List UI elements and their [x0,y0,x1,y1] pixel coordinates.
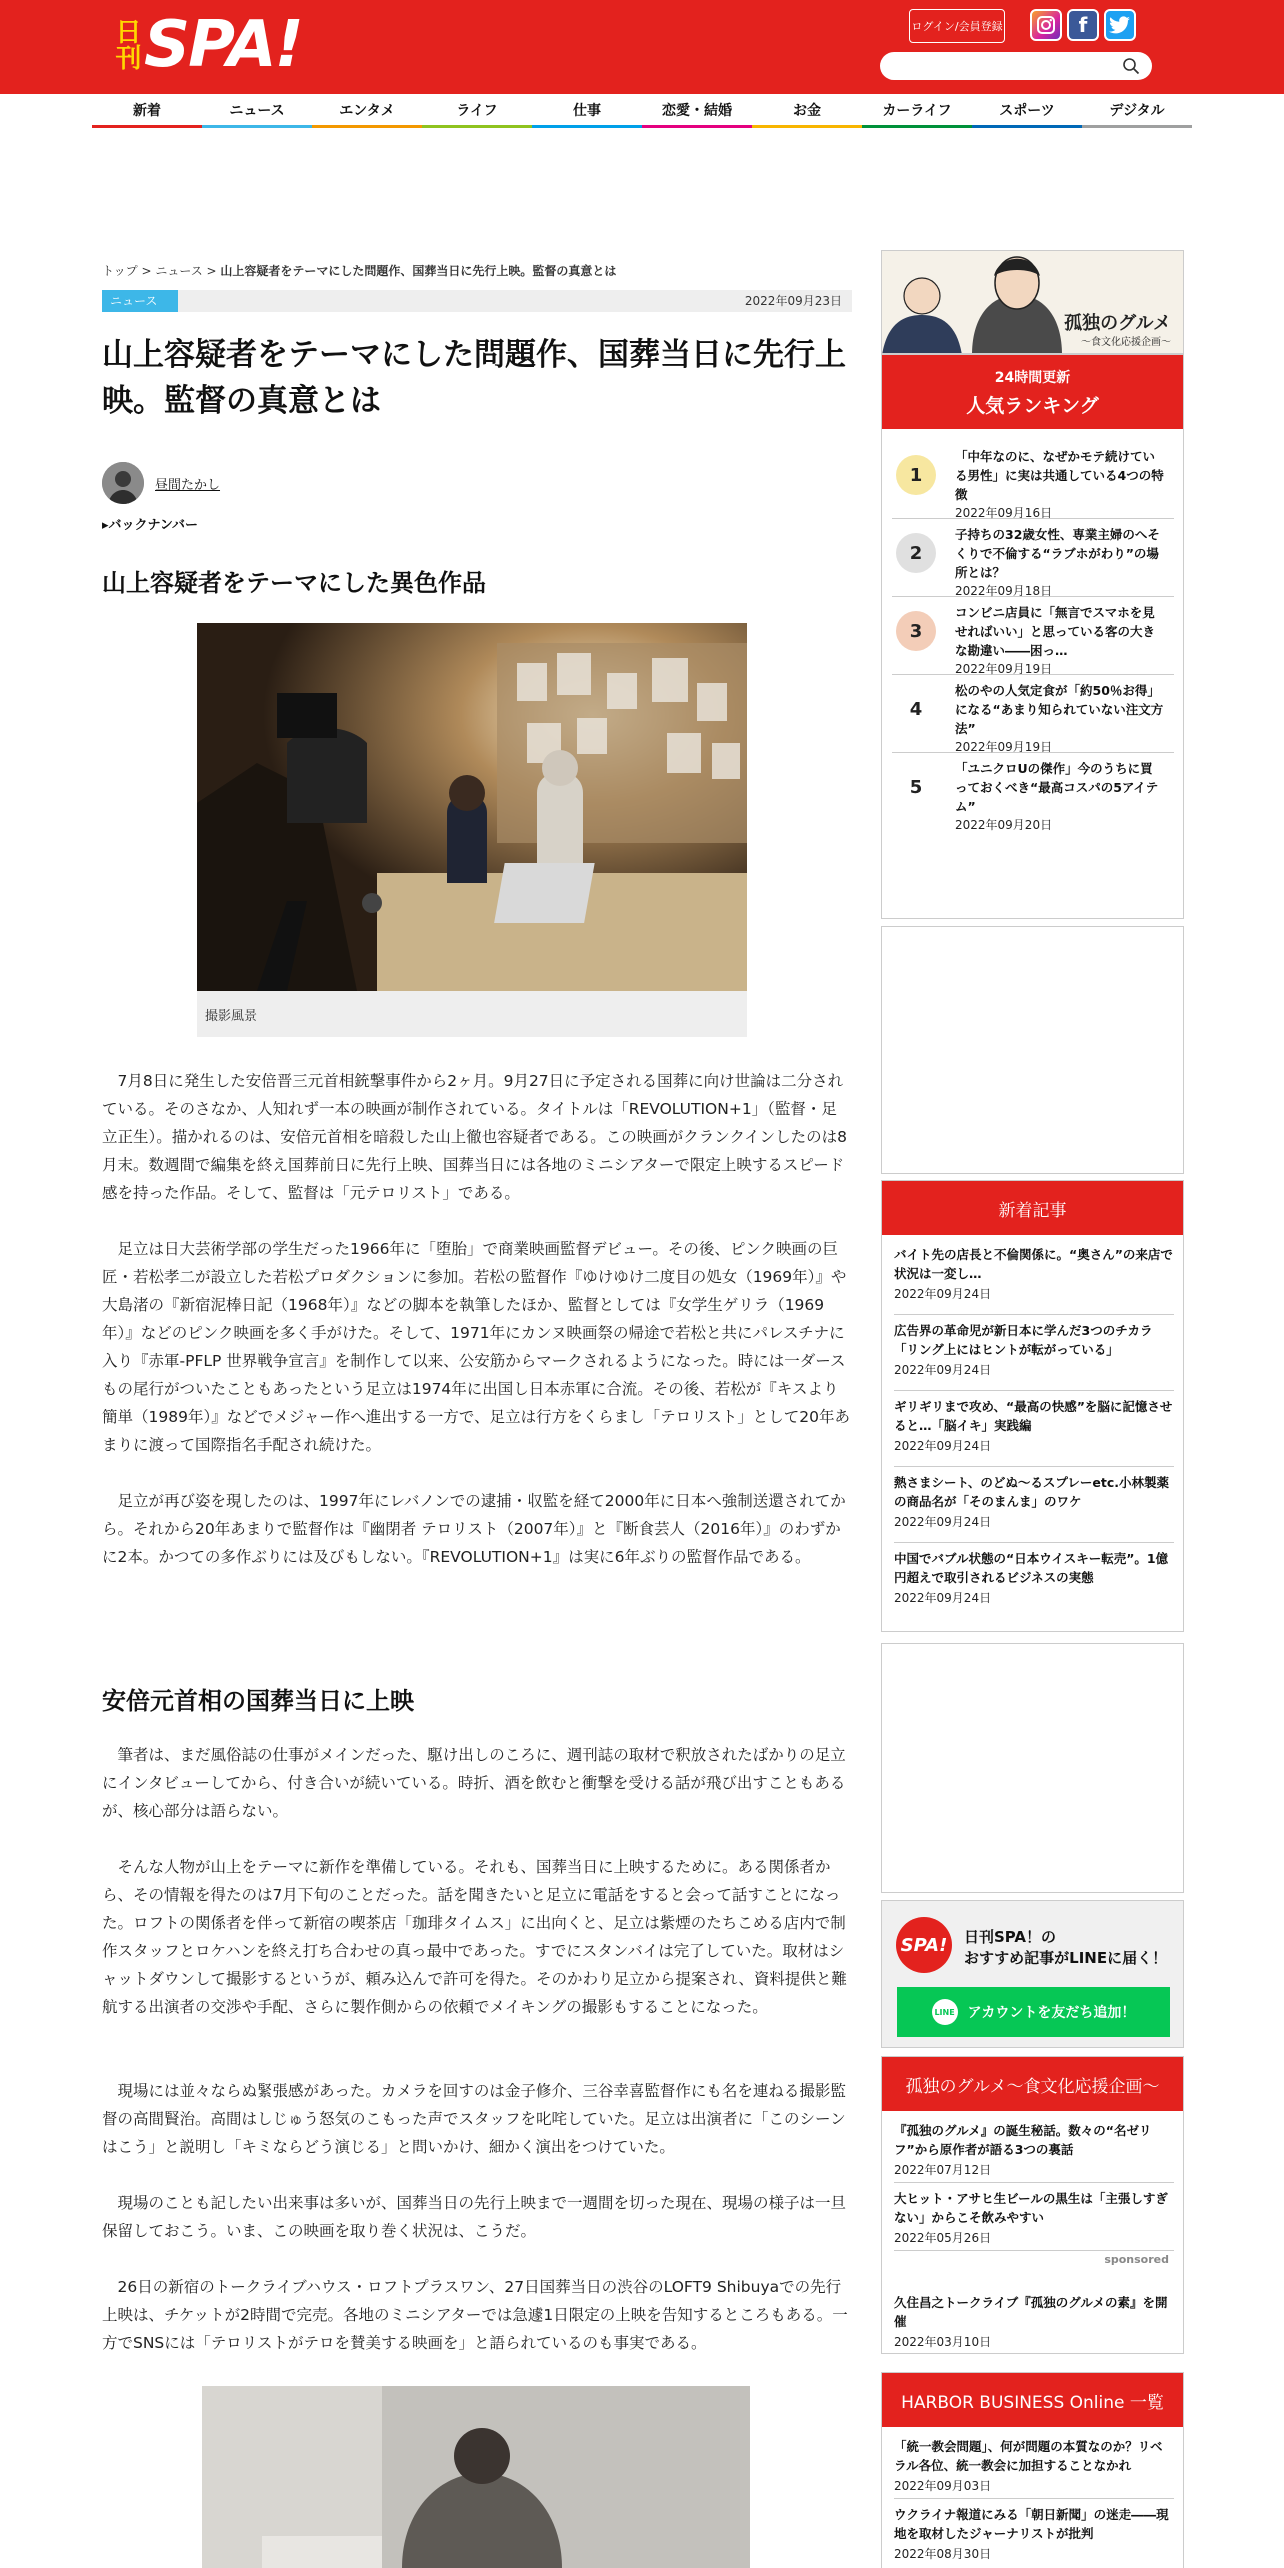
ranking-title-text: 松のやの人気定食が「約50％お得」になる“あまり知られていない注文方法” [955,683,1164,736]
ranking-item[interactable] [892,603,1174,675]
article-list-item[interactable] [894,1473,1174,1543]
nav-item[interactable]: お金 [752,94,862,128]
article-list-title: バイト先の店長と不倫関係に。“奥さん”の来店で状況は一変し… [894,1247,1173,1281]
ranking-header [882,355,1183,429]
ranking-date: 2022年09月20日 [955,818,1053,832]
breadcrumb-top[interactable]: トップ [102,264,138,278]
harbor-header: HARBOR BUSINESS Online 一覧 [882,2373,1183,2427]
article-list-date: 2022年08月30日 [894,2547,992,2561]
ranking-number: 3 [896,611,936,651]
gourmet-header: 孤独のグルメ～食文化応援企画～ [882,2057,1183,2111]
ranking-number: 4 [896,689,936,729]
article-list-title: 中国でバブル状態の“日本ウイスキー転売”。1億円超えで取引されるビジネスの実態 [894,1551,1169,1585]
section-heading-2: 安倍元首相の国葬当日に上映 [102,1687,414,1715]
breadcrumb-current: 山上容疑者をテーマにした問題作、国葬当日に先行上映。監督の真意とは [220,264,617,278]
article-list-title: 『孤独のグルメ』の誕生秘話。数々の“名ゼリフ”から原作者が語る3つの裏話 [894,2123,1152,2157]
site-header [0,0,1284,94]
category-tag[interactable]: ニュース [102,290,178,312]
login-button[interactable]: ログイン/会員登録 [909,9,1005,43]
gourmet-articles-box [881,2056,1184,2354]
nav-item[interactable]: 仕事 [532,94,642,128]
article-paragraph: 筆者は、まだ風俗誌の仕事がメインだった、駆け出しのころに、週刊誌の取材で釈放されたばかりの足立にインタビューしてから、付き合いが続いている。時折、酒を飲むと衝撃を受ける話が飛び出すこともあるが、核心部分は語らない。 [102,1746,846,1820]
line-promo-text-1: 日刊SPA！の [964,1928,1057,1946]
logo-kanji: 日刊 [111,18,141,70]
line-icon: LINE [932,1999,958,2025]
article-list-item[interactable] [894,1321,1174,1391]
line-add-friend-button[interactable] [897,1987,1170,2037]
ranking-item[interactable] [892,525,1174,597]
new-articles-header: 新着記事 [882,1181,1183,1235]
ranking-title-text: 子持ちの32歳女性、専業主婦のへそくりで不倫する“ラブホがわり”の場所とは？ [955,527,1160,580]
ranking-date: 2022年09月16日 [955,506,1053,520]
ranking-date: 2022年09月19日 [955,740,1053,754]
article-paragraph: 現場には並々ならぬ緊張感があった。カメラを回すのは金子修介、三谷幸喜監督作にも名を連ねる撮影監督の高間賢治。高間はしじゅう怒気のこもった声でスタッフを叱咤していた。足立は出演者に「このシーンはこう」と説明し「キミならどう演じる」と問いかけ、細かく演出をつけていた。 [102,2082,846,2156]
nav-item[interactable]: エンタメ [312,94,422,128]
article-list-item[interactable] [894,2121,1174,2183]
line-promo-text-2: おすすめ記事がLINEに届く！ [964,1949,1168,1967]
ranking-item[interactable] [892,681,1174,753]
article-list-title: 「統一教会問題」、何が問題の本質なのか？リベラル各位、統一教会に加担することなかれ [894,2439,1163,2473]
line-promo-logo: SPA! [896,1917,952,1973]
nav-item[interactable]: デジタル [1082,94,1192,128]
instagram-icon[interactable] [1030,9,1062,41]
article-photo-1 [197,623,747,991]
category-bar [102,290,852,312]
ranking-title-text: 「ユニクロUの傑作」今のうちに買っておくべき“最高コスパの5アイテム” [955,761,1159,814]
ad-slot[interactable] [881,926,1184,1174]
article-list-date: 2022年09月03日 [894,2479,992,2493]
logo-text: SPA! [144,8,302,82]
article-list-item[interactable] [894,1245,1174,1315]
breadcrumb-sep: > [137,264,156,278]
article-list-date: 2022年07月12日 [894,2163,992,2177]
ranking-title: 人気ランキング [966,395,1099,417]
main-nav [92,94,1192,128]
facebook-glyph: f [1078,13,1088,37]
gourmet-banner[interactable] [881,250,1184,354]
ranking-number: 1 [896,455,936,495]
article-list-date: 2022年09月24日 [894,1515,992,1529]
article-paragraph: 足立は日大芸術学部の学生だった1966年に「堕胎」で商業映画監督デビュー。その後、ピンク映画の巨匠・若松孝二が設立した若松プロダクションに参加。若松の監督作『ゆけゆけ二度目の処女（1969年）』や大島渚の『新宿泥棒日記（1968年）』などの脚本を執筆したほか、監督としては『女学生ゲリラ（1969年）』などのピンク映画を多く手がけた。そして、1971年にカンヌ映画祭の帰途で若松と共にパレスチナに入り『赤軍-PFLP 世界戦争宣言』を制作して以来、公安筋からマークされるようになった。時には一ダースもの尾行がついたこともあったという足立は1974年に出国し日本赤軍に合流。その後、若松が『キスより簡単（1989年）』などでメジャー作へ進出する一方で、足立は行方をくらまし「テロリスト」として20年あまりに渡って国際指名手配され続けた。 [102,1240,850,1454]
site-logo[interactable] [108,8,302,82]
ranking-number: 2 [896,533,936,573]
nav-item[interactable]: 新着 [92,94,202,128]
nav-item[interactable]: カーライフ [862,94,972,128]
article-list-item[interactable] [894,2505,1174,2567]
search-input[interactable] [894,52,1114,78]
ranking-date: 2022年09月19日 [955,662,1053,676]
banner-title: 孤独のグルメ [1064,313,1171,334]
article-list-item[interactable] [894,2189,1174,2251]
breadcrumb-news[interactable]: ニュース [155,264,203,278]
article-list-date: 2022年03月10日 [894,2335,992,2349]
ranking-item[interactable] [892,447,1174,519]
section-heading-1: 山上容疑者をテーマにした異色作品 [102,569,486,597]
publish-date: 2022年09月23日 [744,294,842,308]
twitter-icon[interactable] [1104,9,1136,41]
author-name[interactable]: 昼間たかし [155,478,221,493]
breadcrumb-sep: > [202,264,221,278]
ad-slot[interactable] [881,1643,1184,1893]
ranking-title-text: 「中年なのに、なぜかモテ続けている男性」に実は共通している4つの特徴 [955,449,1164,502]
article-paragraph: 7月8日に発生した安倍晋三元首相銃撃事件から2ヶ月。9月27日に予定される国葬に向け世論は二分されている。そのさなか、人知れず一本の映画が制作されている。タイトルは「REVOLUTION+1」（監督・足立正生）。描かれるのは、安倍元首相を暗殺した山上徹也容疑者である。この映画がクランクインしたのは8月末。数週間で編集を終え国葬前日に先行上映、国葬当日には各地のミニシアターで限定上映するスピード感を持った作品。そして、監督は「元テロリスト」である。 [102,1072,848,1202]
article-list-date: 2022年09月24日 [894,1363,992,1377]
ranking-update-label: 24時間更新 [994,370,1071,386]
article-list-title: ウクライナ報道にみる「朝日新聞」の迷走――現地を取材したジャーナリストが批判 [894,2507,1169,2541]
nav-item[interactable]: スポーツ [972,94,1082,128]
breadcrumb [102,262,852,279]
article-list-title: ギリギリまで攻め、“最高の快感”を脳に記憶させると…「脳イキ」実践編 [894,1399,1173,1433]
sponsored-label: sponsored [1104,2253,1169,2266]
ranking-item[interactable] [892,759,1174,831]
new-articles-box [881,1180,1184,1632]
line-promo [881,1900,1184,2048]
backnumber-link[interactable]: ▸バックナンバー [102,518,198,533]
search-icon[interactable] [1122,57,1140,75]
line-button-label: アカウントを友だち追加！ [967,2005,1136,2021]
ranking-title-text: コンビニ店員に「無言でスマホを見せればいい」と思っている客の大きな勘違い――困っ… [955,605,1156,658]
banner-subtitle: 〜食文化応援企画〜 [1081,337,1171,348]
article-list-item[interactable] [894,1397,1174,1467]
article-list-title: 熱さまシート、のどぬ～るスプレーetc.小林製薬の商品名が「そのまんま」のワケ [894,1475,1169,1509]
article-paragraph: そんな人物が山上をテーマに新作を準備している。それも、国葬当日に上映するために。ある関係者から、その情報を得たのは7月下旬のことだった。話を聞きたいと足立に電話をすると会って話すことになった。ロフトの関係者を伴って新宿の喫茶店「珈琲タイムス」に出向くと、足立は紫煙のたちこめる店内で制作スタッフとロケハンを終え打ち合わせの真っ最中であった。すでにスタンバイは完了していた。取材はシャットダウンして撮影するというが、頼み込んで許可を得た。そのかわり足立から提案され、資料提供と難航する出演者の交渉や手配、さらに製作側からの依頼でメイキングの撮影もすることになった。 [102,1858,847,2016]
facebook-icon[interactable] [1067,9,1099,41]
ranking-date: 2022年09月18日 [955,584,1053,598]
article-list-title: 久住昌之トークライブ『孤独のグルメの素』を開催 [894,2295,1168,2329]
ranking-number: 5 [896,767,936,807]
article-photo-2 [202,2386,750,2568]
article-list-date: 2022年05月26日 [894,2231,992,2245]
ranking-box [881,354,1184,919]
search-box [880,52,1152,80]
article-list-item[interactable] [894,2293,1174,2349]
photo-caption: 撮影風景 [197,991,747,1037]
article-list-title: 大ヒット・アサヒ生ビールの黒生は「主張しすぎない」からこそ飲みやすい [894,2191,1168,2225]
nav-item[interactable]: ニュース [202,94,312,128]
harbor-articles-box [881,2372,1184,2568]
nav-item[interactable]: ライフ [422,94,532,128]
article-paragraph: 現場のことも記したい出来事は多いが、国葬当日の先行上映まで一週間を切った現在、現場の様子は一旦保留しておこう。いま、この映画を取り巻く状況は、こうだ。 [102,2194,847,2240]
author-avatar[interactable] [102,462,144,504]
line-promo-text [964,1927,1167,1969]
article-list-date: 2022年09月24日 [894,1591,992,1605]
article-title: 山上容疑者をテーマにした問題作、国葬当日に先行上映。監督の真意とは [102,337,846,419]
article-list-date: 2022年09月24日 [894,1287,992,1301]
article-list-title: 広告界の革命児が新日本に学んだ3つのチカラ「リング上にはヒントが転がっている」 [894,1323,1153,1357]
article-paragraph: 足立が再び姿を現したのは、1997年にレバノンでの逮捕・収監を経て2000年に日本へ強制送還されてから。それから20年あまりで監督作は『幽閉者 テロリスト（2007年）』と『断食芸人（2016年）』のわずかに2本。かつての多作ぶりには及びもしない。『REVOLUTION+1』は実に6年ぶりの監督作品である。 [102,1492,846,1566]
article-paragraph: 26日の新宿のトークライブハウス・ロフトプラスワン、27日国葬当日の渋谷のLOFT9 Shibuyaでの先行上映は、チケットが2時間で完売。各地のミニシアターでは急遽1日限定の上映を告知するところもある。一方でSNSには「テロリストがテロを賛美する映画を」と語られているのも事実である。 [102,2278,848,2352]
nav-item[interactable]: 恋愛・結婚 [642,94,752,128]
article-list-item[interactable] [894,2437,1174,2499]
article-list-date: 2022年09月24日 [894,1439,992,1453]
article-list-item[interactable] [894,1549,1174,1619]
